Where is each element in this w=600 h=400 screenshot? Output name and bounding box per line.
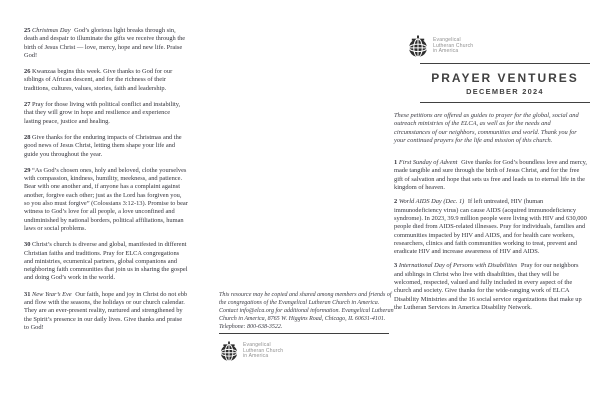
left-page (24, 27, 188, 340)
entry-body: Our faith, hope and joy in Christ do not ebb and flow with the seasons, the holidays or our church calendar. They are an ever-present reality, nurtured and strengthened by the Spirit’s presence in our daily lives. Give thanks and praise to God! (24, 290, 188, 331)
prayer-entry (24, 134, 188, 159)
divider (420, 102, 590, 103)
prayer-entry (394, 159, 588, 192)
entry-body: Pray for our neighbors and siblings in Christ who live with disabilities, that they will be welcomed, respected, valued and fully included in every aspect of the church and society. Give thanks for the wide-ranging work of ELCA Disability Ministries and the 16 social service organizations that make up the Lutheran Services in America Disability Network. (394, 262, 582, 311)
entry-heading: First Sunday of Advent (398, 159, 458, 167)
prayer-entry (24, 241, 188, 282)
wordmark-line: in America (433, 48, 459, 55)
wordmark-line: Evangelical (433, 36, 461, 43)
entry-number: 2 (394, 198, 398, 206)
entry-number: 31 (24, 290, 31, 298)
elca-wordmark (433, 38, 473, 55)
entry-body: Give thanks for God’s boundless love and mercy, made tangible and sure through the birth of Jesus Christ, and for the free gift of salvation and hope that sets us free and leads us to eternal life in the kingdom of heaven. (394, 159, 588, 192)
entry-heading: International Day of Persons with Disabilities (398, 262, 518, 270)
elca-logo (219, 341, 283, 362)
masthead (420, 63, 590, 103)
divider (219, 333, 389, 334)
elca-globe-cross-icon (219, 341, 239, 362)
wordmark-line: Evangelical (243, 341, 271, 348)
prayer-entry (24, 68, 188, 93)
page-subtitle: DECEMBER 2024 (466, 87, 544, 96)
elca-logo (407, 35, 588, 58)
entry-body: If left untreated, HIV (human immunodeficiency virus) can cause AIDS (acquired immunodeficiency syndrome). In 2023, 39.9 million people were living with HIV and 630,000 people died from AIDS-related illnesses. Pray for individuals, families and communities impacted by HIV and AIDS, and for health care workers, researchers, clinics and faith communities working to treat, prevent and eradicate HIV and increase awareness of HIV and AIDS. (394, 198, 587, 256)
wordmark-line: in America (243, 353, 269, 360)
entry-number: 28 (24, 133, 31, 141)
entry-body: “As God’s chosen ones, holy and beloved, clothe yourselves with compassion, kindness, humility, meekness, and patience. Bear with one another and, if anyone has a complaint against another, forgive each other; just as the Lord has forgiven you, so you also must forgive” (Colossians 3:12-13). Promise to bear witness to God’s love for all people, a love unconfined and undiminished by national borders, political affiliations, human laws or social problems. (24, 166, 188, 232)
entry-number: 29 (24, 166, 31, 174)
divider (420, 63, 590, 64)
entry-number: 26 (24, 68, 31, 76)
entry-number: 27 (24, 101, 31, 109)
elca-wordmark (243, 343, 283, 360)
entry-body: Pray for those living with political conflict and instability, that they will grow in hope and resilience and experience lasting peace, justice and healing. (24, 101, 181, 125)
prayer-entry (24, 101, 188, 126)
entry-number: 1 (394, 159, 398, 167)
entry-heading: New Year’s Eve (32, 290, 72, 298)
copyright-note: This resource may be copied and shared among members and friends of the congregations of the Evangelical Lutheran Church in America. Contact info@elca.org for additional information. Evangelical Lutheran Church in America, 8765 W. Higgins Road, Chicago, IL 60631-4101. Telephone: 800-638-3522. (219, 292, 394, 331)
prayer-entry (394, 198, 588, 256)
entry-body: God’s glorious light breaks through sin, death and despair to illuminate the gifts we receive through the birth of Jesus Christ — love, mercy, hope and new life. Praise God! (24, 27, 186, 59)
entry-number: 3 (394, 262, 398, 270)
elca-globe-cross-icon (407, 35, 429, 58)
entry-number: 25 (24, 27, 31, 34)
entry-heading: World AIDS Day (Dec. 1) (398, 198, 465, 206)
intro-text: These petitions are offered as guides to prayer for the global, social and outreach ministries of the ELCA, as well as for the needs and circumstances of our neighbors, communities and world. Thank you for your continued prayers for the life and mission of this church. (394, 112, 579, 144)
prayer-entry (24, 27, 188, 60)
page-title: PRAYER VENTURES (431, 71, 579, 85)
prayer-entry (24, 167, 188, 233)
entry-heading: Christmas Day (32, 27, 71, 34)
entry-body: Give thanks for the enduring impacts of Christmas and the good news of Jesus Christ, letting them shape your life and guide you throughout the year. (24, 133, 182, 158)
prayer-entry (394, 262, 588, 312)
entry-body: Christ’s church is diverse and global, manifested in different Christian faiths and traditions. Pray for ELCA congregations and ministries, ecumenical partners, global companions and neighboring faith communities that join us in sharing the gospel and doing God’s work in the world. (24, 241, 188, 282)
prayer-entry (24, 291, 188, 332)
entry-number: 30 (24, 241, 31, 249)
entry-body: Kwanzaa begins this week. Give thanks to God for our siblings of African descent, and for the richness of their traditions, cultures, values, stories, faith and leadership. (24, 68, 173, 92)
right-page (394, 35, 588, 318)
wordmark-line: Lutheran Church (243, 347, 284, 354)
wordmark-line: Lutheran Church (433, 42, 474, 49)
